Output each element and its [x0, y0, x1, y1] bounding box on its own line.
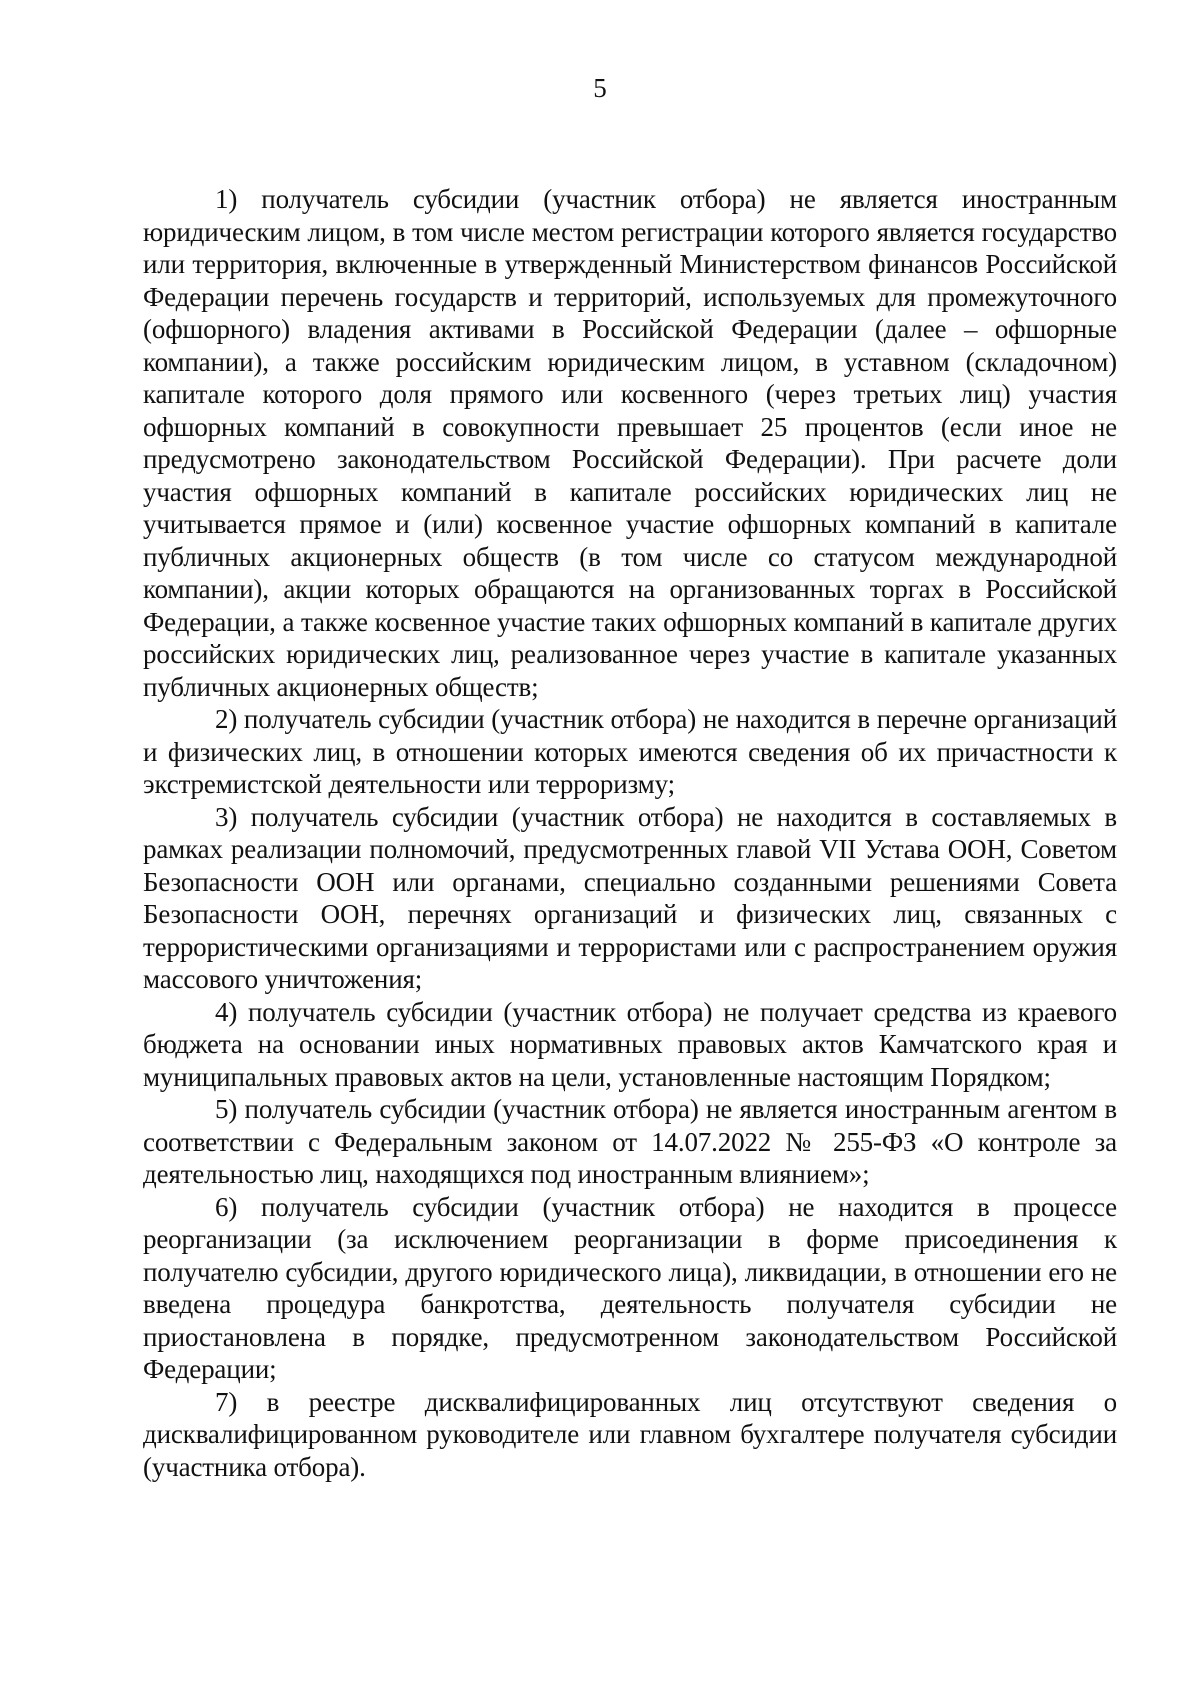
paragraph-item-7: 7) в реестре дисквалифицированных лиц отсутствуют сведения о дисквалифицированном руководителе или главном бухгалтере получателя субсидии (участника отбора).	[143, 1386, 1117, 1482]
paragraph-item-2: 2) получатель субсидии (участник отбора) не находится в перечне организаций и физических лиц, в отношении которых имеются сведения об их причастности к экстремистской деятельности или терроризму;	[143, 704, 1117, 799]
page-number: 5	[593, 73, 607, 103]
paragraph-item-3: 3) получатель субсидии (участник отбора) не находится в составляемых в рамках реализации полномочий, предусмотренных главой VII Устава ООН, Советом Безопасности ООН или органами, специально созданными решениями Совета Безопасности ООН, перечнях организаций и физических лиц, связанных с террористическими организациями и террористами или с распространением оружия массового уничтожения;	[143, 801, 1117, 994]
document-body	[143, 183, 1117, 1483]
paragraph-item-5: 5) получатель субсидии (участник отбора) не является иностранным агентом в соответствии с Федеральным законом от 14.07.2022 № 255-ФЗ «О контроле за деятельностью лиц, находящихся под иностранным влиянием»;	[143, 1094, 1117, 1189]
paragraph-item-6: 6) получатель субсидии (участник отбора) не находится в процессе реорганизации (за исключением реорганизации в форме присоединения к получателю субсидии, другого юридического лица), ликвидации, в отношении его не введена процедура банкротства, деятельность получателя субсидии не приостановлена в порядке, предусмотренном законодательством Российской Федерации;	[143, 1191, 1117, 1384]
paragraph-item-4: 4) получатель субсидии (участник отбора) не получает средства из краевого бюджета на основании иных нормативных правовых актов Камчатского края и муниципальных правовых актов на цели, установленные настоящим Порядком;	[143, 996, 1117, 1092]
paragraph-item-1: 1) получатель субсидии (участник отбора) не является иностранным юридическим лицом, в том числе местом регистрации которого является государство или территория, включенные в утвержденный Министерством финансов Российской Федерации перечень государств и территорий, используемых для промежуточного (офшорного) владения активами в Российской Федерации (далее – офшорные компании), а также российским юридическим лицом, в уставном (складочном) капитале которого доля прямого или косвенного (через третьих лиц) участия офшорных компаний в совокупности превышает 25 процентов (если иное не предусмотрено законодательством Российской Федерации). При расчете доли участия офшорных компаний в капитале российских юридических лиц не учитывается прямое и (или) косвенное участие офшорных компаний в капитале публичных акционерных обществ (в том числе со статусом международной компании), акции которых обращаются на организованных торгах в Российской Федерации, а также косвенное участие таких офшорных компаний в капитале других российских юридических лиц, реализованное через участие в капитале указанных публичных акционерных обществ;	[143, 184, 1117, 702]
